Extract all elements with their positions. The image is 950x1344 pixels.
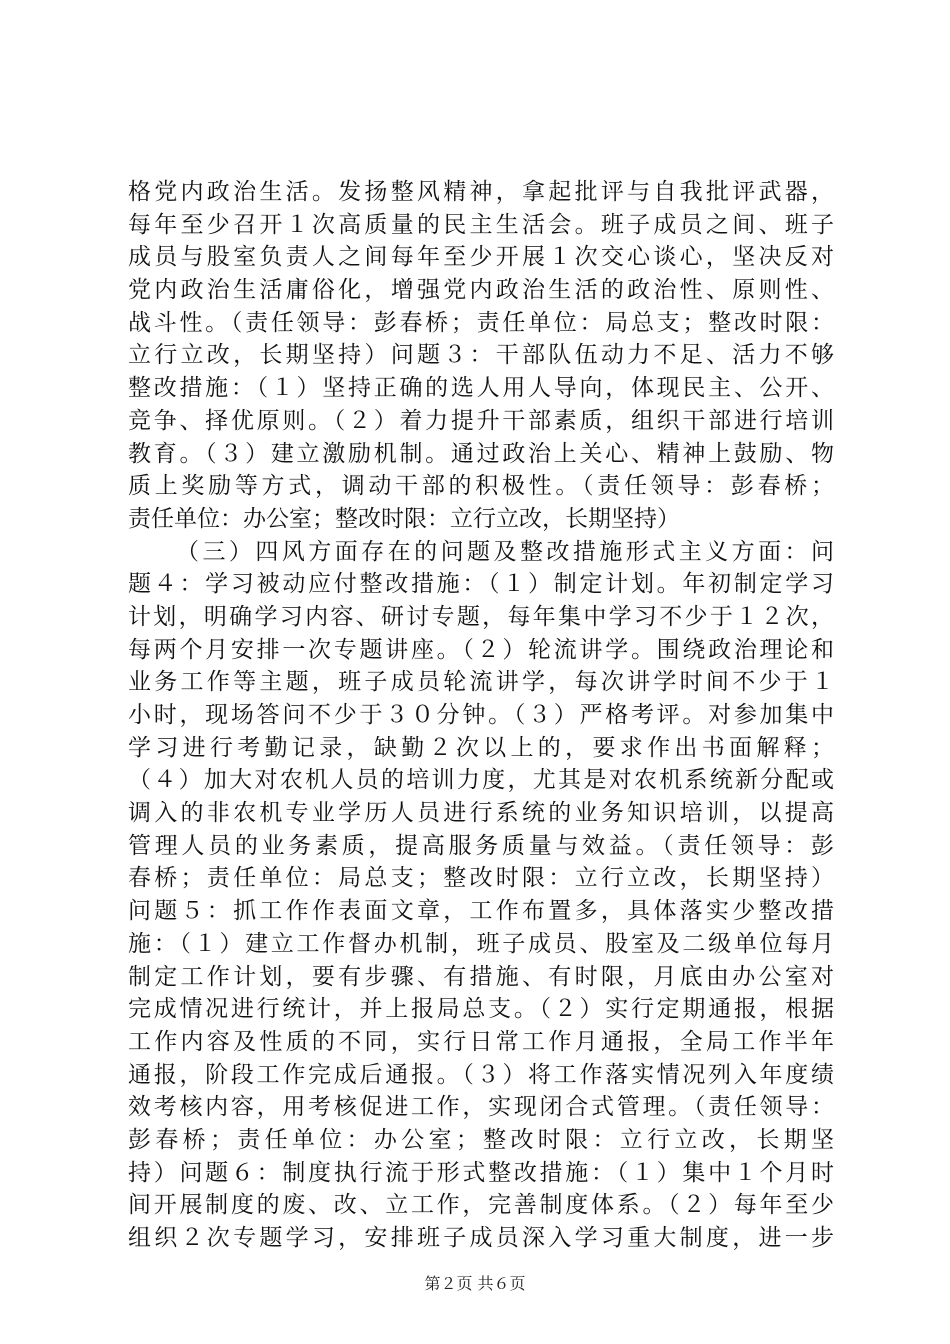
text-line: 工作内容及性质的不同，实行日常工作月通报，全局工作半年 bbox=[128, 1028, 834, 1055]
text-line: 制定工作计划，要有步骤、有措施、有时限，月底由办公室对 bbox=[128, 963, 834, 990]
text-line: 业务工作等主题，班子成员轮流讲学，每次讲学时间不少于１ bbox=[128, 669, 834, 696]
text-line: 立行立改，长期坚持）问题３：干部队伍动力不足、活力不够 bbox=[128, 342, 834, 369]
text-line: 效考核内容，用考核促进工作，实现闭合式管理。（责任领导： bbox=[128, 1094, 834, 1121]
text-line: 小时，现场答问不少于３０分钟。（３）严格考评。对参加集中 bbox=[128, 702, 834, 728]
text-line: （４）加大对农机人员的培训力度，尤其是对农机系统新分配或 bbox=[128, 767, 834, 794]
document-body bbox=[128, 176, 834, 1255]
text-line: 学习进行考勤记录，缺勤２次以上的，要求作出书面解释； bbox=[128, 734, 834, 761]
text-line: 通报，阶段工作完成后通报。（３）将工作落实情况列入年度绩 bbox=[128, 1061, 834, 1088]
section-heading-line: （三）四风方面存在的问题及整改措施形式主义方面：问 bbox=[176, 538, 834, 565]
text-line: 每两个月安排一次专题讲座。（２）轮流讲学。围绕政治理论和 bbox=[128, 636, 834, 663]
text-line: 战斗性。（责任领导：彭春桥；责任单位：局总支；整改时限： bbox=[128, 309, 834, 336]
text-line: 质上奖励等方式，调动干部的积极性。（责任领导：彭春桥； bbox=[128, 473, 834, 500]
text-line: 题４：学习被动应付整改措施：（１）制定计划。年初制定学习 bbox=[128, 571, 834, 598]
text-line: 管理人员的业务素质，提高服务质量与效益。（责任领导：彭 bbox=[128, 832, 834, 859]
text-line: 竞争、择优原则。（２）着力提升干部素质，组织干部进行培训 bbox=[128, 407, 834, 434]
text-line: 完成情况进行统计，并上报局总支。（２）实行定期通报，根据 bbox=[128, 996, 834, 1023]
page-number-footer: 第２页 共６页 bbox=[424, 1274, 526, 1293]
text-line: 成员与股室负责人之间每年至少开展１次交心谈心，坚决反对 bbox=[128, 244, 834, 271]
text-line: 调入的非农机专业学历人员进行系统的业务知识培训，以提高 bbox=[128, 800, 834, 827]
text-line: 计划，明确学习内容、研讨专题，每年集中学习不少于１２次， bbox=[128, 603, 834, 630]
text-line: 持）问题６：制度执行流于形式整改措施：（１）集中１个月时 bbox=[128, 1159, 834, 1186]
text-line: 彭春桥；责任单位：办公室；整改时限：立行立改，长期坚 bbox=[128, 1126, 834, 1153]
text-line: 间开展制度的废、改、立工作，完善制度体系。（２）每年至少 bbox=[128, 1192, 834, 1219]
text-line: 组织２次专题学习，安排班子成员深入学习重大制度，进一步 bbox=[128, 1225, 834, 1251]
text-line: 教育。（３）建立激励机制。通过政治上关心、精神上鼓励、物 bbox=[128, 440, 834, 467]
text-line: 格党内政治生活。发扬整风精神，拿起批评与自我批评武器， bbox=[128, 179, 834, 205]
text-line: 春桥；责任单位：局总支；整改时限：立行立改，长期坚持） bbox=[128, 865, 834, 892]
text-line: 问题５：抓工作作表面文章，工作布置多，具体落实少整改措 bbox=[128, 898, 834, 925]
text-line: 责任单位：办公室；整改时限：立行立改，长期坚持） bbox=[128, 505, 680, 532]
text-line: 每年至少召开１次高质量的民主生活会。班子成员之间、班子 bbox=[128, 211, 834, 238]
text-line: 整改措施：（１）坚持正确的选人用人导向，体现民主、公开、 bbox=[128, 375, 834, 402]
text-line: 党内政治生活庸俗化，增强党内政治生活的政治性、原则性、 bbox=[128, 277, 834, 304]
text-line: 施：（１）建立工作督办机制，班子成员、股室及二级单位每月 bbox=[128, 930, 834, 957]
